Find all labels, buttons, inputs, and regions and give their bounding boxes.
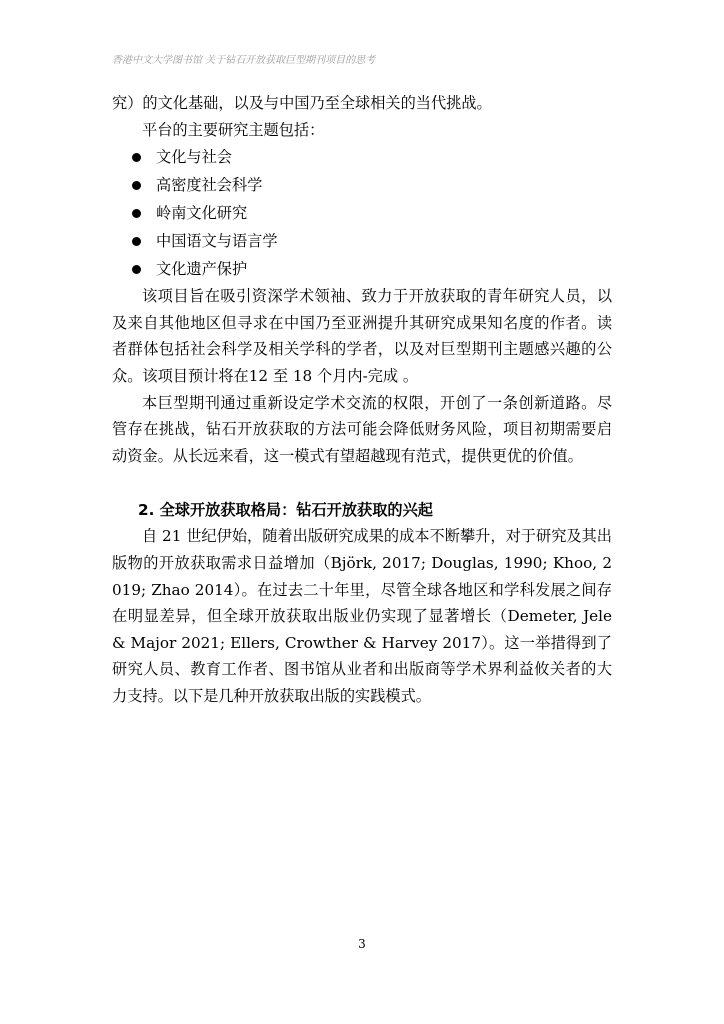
page-number: 3 xyxy=(358,937,366,951)
paragraph-audience: 该项目旨在吸引资深学术领袖、致力于开放获取的青年研究人员，以及来自其他地区但寻求在中国乃至亚洲提升其研究成果知名度的作者。读者群体包括社会科学及相关学科的学者，以及对巨型期刊主题感兴趣的公众。该项目预计将在12 至 18 个月内-完成 。 xyxy=(112,287,612,385)
bullet-icon xyxy=(132,265,141,274)
section-heading: 2. 全球开放获取格局：钻石开放获取的兴起 xyxy=(138,501,433,520)
bullet-icon xyxy=(132,153,141,162)
list-item: 中国语文与语言学 xyxy=(112,227,612,255)
paragraph-continuation: 究）的文化基础，以及与中国乃至全球相关的当代挑战。 xyxy=(112,94,492,112)
bullet-icon xyxy=(132,181,141,190)
bullet-icon xyxy=(132,209,141,218)
list-item: 文化遗产保护 xyxy=(112,255,612,283)
running-header: 香港中文大学图书馆 关于钻石开放获取巨型期刊项目的思考 xyxy=(112,55,376,66)
list-item: 高密度社会科学 xyxy=(112,171,612,199)
themes-list xyxy=(112,143,612,283)
bullet-icon xyxy=(132,237,141,246)
list-item: 文化与社会 xyxy=(112,143,612,171)
paragraph-model: 本巨型期刊通过重新设定学术交流的权限，开创了一条创新道路。尽管存在挑战，钻石开放获取的方法可能会降低财务风险，项目初期需要启动资金。从长远来看，这一模式有望超越现有范式，提供更优的价值。 xyxy=(112,393,612,465)
page-body xyxy=(112,90,612,710)
list-item: 岭南文化研究 xyxy=(112,199,612,227)
paragraph-global: 自 21 世纪伊始，随着出版研究成果的成本不断攀升，对于研究及其出版物的开放获取需求日益增加（Björk, 2017; Douglas, 1990; Khoo, 2019; Zhao 2014）。在过去二十年里，尽管全球各地区和学科发展之间存在明显差异，但全球开放获取出版业仍实现了显著增长（Demeter, Jele & Major 2021; Ellers, Crowther & Harvey 2017）。这一举措得到了研究人员、教育工作者、图书馆从业者和出版商等学术界利益攸关者的大力支持。以下是几种开放获取出版的实践模式。 xyxy=(112,527,612,705)
themes-intro: 平台的主要研究主题包括： xyxy=(142,120,325,139)
